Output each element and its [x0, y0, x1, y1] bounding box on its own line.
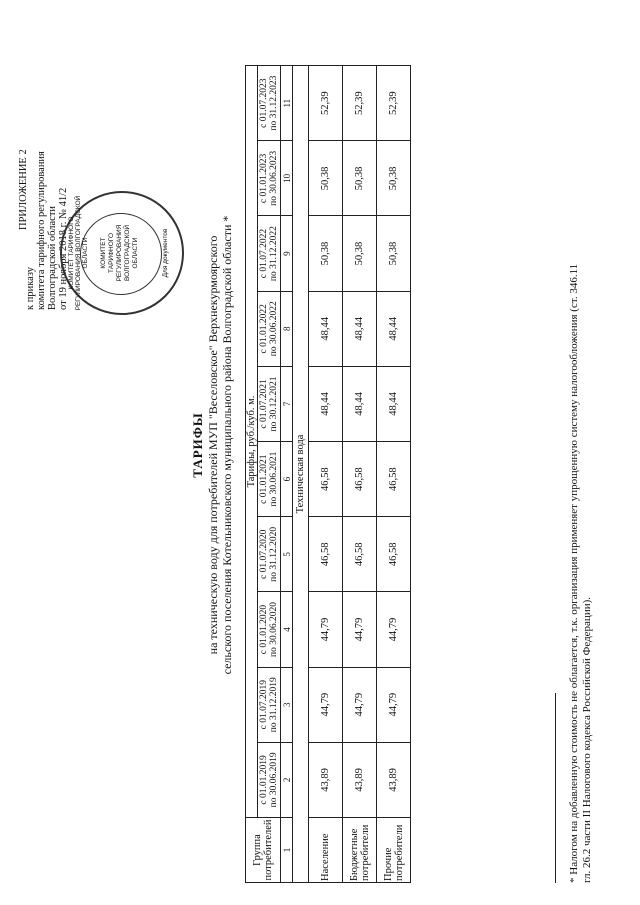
footnote-divider	[555, 693, 556, 883]
consumer-group-header: Группа потребителей	[246, 818, 281, 883]
footnote-line: гл. 26.2 части II Налогового кодекса Российской Федерации).	[581, 596, 593, 883]
stamp-bottom-text: Для документов	[162, 228, 169, 278]
consumer-cell: Население	[309, 818, 343, 883]
period-end: по 31.12.2020	[269, 526, 279, 582]
period-end: по 30.06.2021	[269, 451, 279, 507]
title-block	[190, 135, 234, 755]
tariff-value-cell: 43,89	[377, 742, 411, 817]
period-header	[258, 442, 281, 517]
column-number: 4	[281, 592, 293, 667]
period-header	[258, 66, 281, 141]
period-header	[258, 517, 281, 592]
tariff-value-cell: 48,44	[343, 291, 377, 366]
consumer-cell: Прочие потребители	[377, 818, 411, 883]
stamp-ring-text: КОМИТЕТ ТАРИФНОГО РЕГУЛИРОВАНИЯ ВОЛГОГРАДСКОЙ ОБЛАСТИ	[68, 195, 89, 311]
column-number-row	[281, 66, 293, 883]
subtitle-line: на техническую воду для потребителей МУП "Веселовское" Верхнекурмоярского	[206, 235, 220, 655]
stamp-center	[100, 213, 140, 293]
tariff-value-cell: 52,39	[377, 66, 411, 141]
period-header-row	[258, 66, 281, 883]
period-header	[258, 742, 281, 817]
period-end: по 30.06.2022	[269, 301, 279, 357]
order-line: к приказу	[25, 267, 36, 310]
tariff-value-cell: 44,79	[309, 592, 343, 667]
period-start: с 01.01.2019	[258, 755, 269, 805]
period-start: с 01.07.2019	[258, 680, 269, 730]
column-number: 2	[281, 742, 293, 817]
column-number: 10	[281, 141, 293, 216]
period-end: по 31.12.2019	[269, 677, 279, 733]
period-header	[258, 216, 281, 291]
tariff-header: Тарифы, руб./куб. м.	[246, 66, 258, 818]
period-start: с 01.01.2022	[258, 304, 269, 354]
period-start: с 01.07.2020	[258, 529, 269, 580]
annex-label: ПРИЛОЖЕНИЕ 2	[18, 149, 29, 230]
group-label: Техническая вода	[293, 66, 309, 883]
column-number: 3	[281, 667, 293, 742]
tariff-value-cell: 44,79	[377, 592, 411, 667]
tariff-value-cell: 50,38	[309, 141, 343, 216]
stamp-line: КОМИТЕТ	[100, 237, 107, 269]
period-start: с 01.07.2021	[258, 379, 269, 429]
column-number: 8	[281, 291, 293, 366]
column-number: 6	[281, 442, 293, 517]
tariff-value-cell: 46,58	[377, 442, 411, 517]
tariff-value-cell: 50,38	[343, 216, 377, 291]
document-title: ТАРИФЫ	[190, 412, 205, 478]
tariff-value-cell: 43,89	[343, 742, 377, 817]
table-row	[309, 66, 343, 883]
tariff-value-cell: 52,39	[309, 66, 343, 141]
tariff-value-cell: 48,44	[309, 291, 343, 366]
tariff-value-cell: 44,79	[377, 667, 411, 742]
period-header	[258, 667, 281, 742]
period-end: по 30.06.2023	[269, 150, 279, 206]
tariff-table	[245, 65, 411, 883]
order-line: от 19 ноября 2018 г. № 41/2	[58, 187, 69, 310]
stamp-line: РЕГУЛИРОВАНИЯ	[116, 224, 123, 282]
tariff-value-cell: 48,44	[309, 366, 343, 441]
official-stamp	[60, 191, 184, 315]
period-header	[258, 366, 281, 441]
period-end: по 31.12.2023	[269, 75, 279, 131]
tariff-value-cell: 46,58	[309, 442, 343, 517]
tariff-value-cell: 46,58	[343, 517, 377, 592]
tariff-value-cell: 43,89	[309, 742, 343, 817]
stamp-line: ТАРИФНОГО	[108, 233, 115, 273]
tariff-value-cell: 48,44	[377, 291, 411, 366]
tariff-value-cell: 44,79	[309, 667, 343, 742]
tariff-value-cell: 52,39	[343, 66, 377, 141]
period-end: по 30.06.2019	[269, 752, 279, 808]
column-number: 5	[281, 517, 293, 592]
tariff-value-cell: 46,58	[343, 442, 377, 517]
footnote-line: * Налогом на добавленную стоимость не облагается, т.к. организация применяет упрощенную систему налогообложения (ст. 346.11	[568, 263, 580, 883]
period-end: по 30.12.2021	[269, 376, 279, 432]
tariff-value-cell: 50,38	[377, 216, 411, 291]
table-body	[309, 66, 411, 883]
tariff-value-cell: 44,79	[343, 592, 377, 667]
period-start: с 01.01.2023	[258, 153, 269, 204]
period-end: по 31.12.2022	[269, 226, 279, 282]
tariff-value-cell: 48,44	[343, 366, 377, 441]
footnote	[568, 23, 594, 883]
period-end: по 30.06.2020	[269, 602, 279, 658]
table-row	[343, 66, 377, 883]
tariff-value-cell: 46,58	[377, 517, 411, 592]
order-line: Волгоградской области	[47, 205, 58, 310]
period-header	[258, 141, 281, 216]
tariff-value-cell: 50,38	[377, 141, 411, 216]
period-start: с 01.01.2020	[258, 604, 269, 655]
table-row	[377, 66, 411, 883]
period-start: с 01.07.2023	[258, 78, 269, 128]
period-header	[258, 291, 281, 366]
period-start: с 01.01.2021	[258, 454, 269, 504]
period-start: с 01.07.2022	[258, 228, 269, 279]
column-number: 7	[281, 366, 293, 441]
tariff-value-cell: 44,79	[343, 667, 377, 742]
column-number: 11	[281, 66, 293, 141]
stamp-line: ВОЛГОГРАДСКОЙ	[124, 224, 131, 282]
period-header	[258, 592, 281, 667]
tariff-value-cell: 50,38	[343, 141, 377, 216]
order-line: комитета тарифного регулирования	[36, 151, 47, 310]
column-number: 1	[281, 818, 293, 883]
tariff-value-cell: 48,44	[377, 366, 411, 441]
column-number: 9	[281, 216, 293, 291]
consumer-cell: Бюджетные потребители	[343, 818, 377, 883]
tariff-value-cell: 46,58	[309, 517, 343, 592]
stamp-line: ОБЛАСТИ	[132, 237, 139, 269]
tariff-value-cell: 50,38	[309, 216, 343, 291]
subtitle-line: сельского поселения Котельниковского муниципального района Волгоградской области *	[220, 215, 234, 675]
